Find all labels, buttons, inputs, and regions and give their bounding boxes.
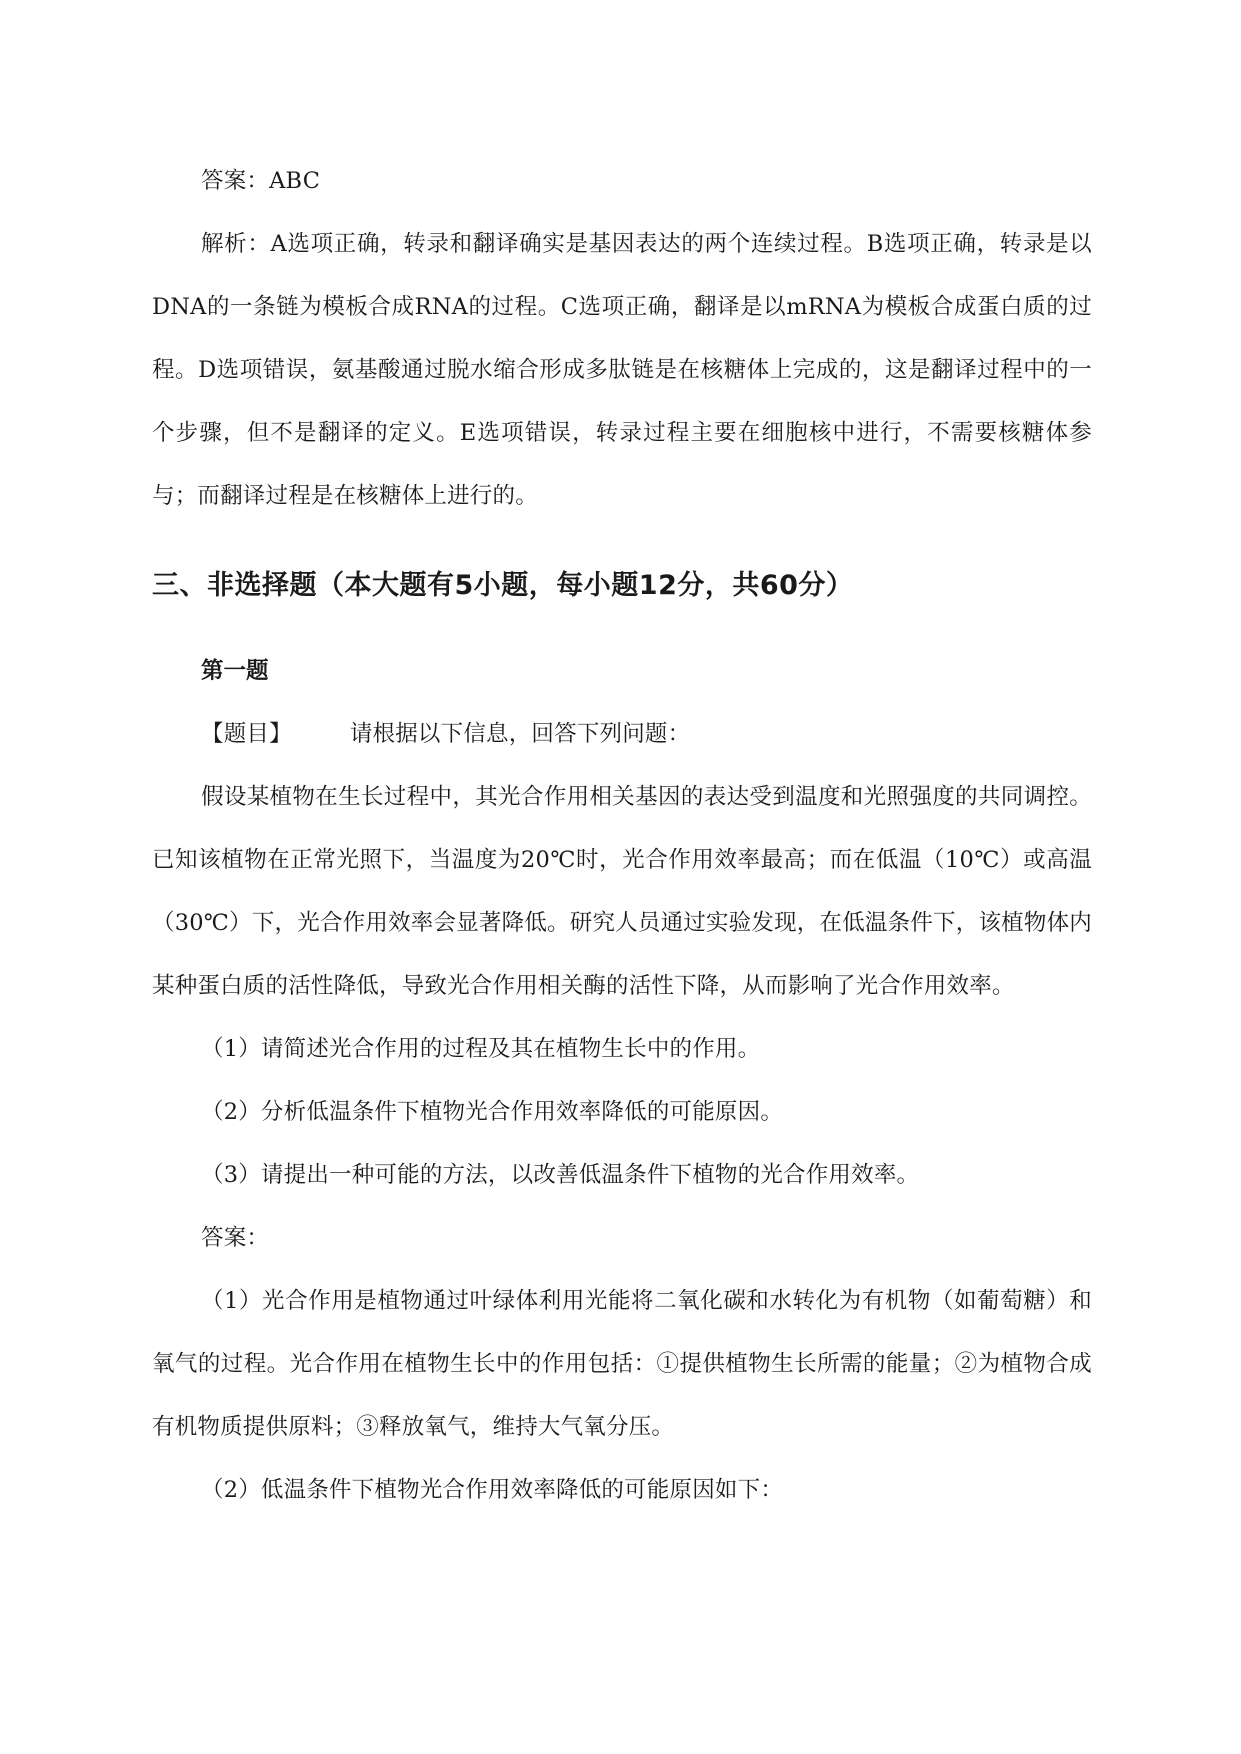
question-title: 第一题 <box>201 658 269 684</box>
answer-label: 答案： <box>201 1225 270 1251</box>
answer-1: （1）光合作用是植物通过叶绿体利用光能将二氧化碳和水转化为有机物（如葡萄糖）和氧气的过程。光合作用在植物生长中的作用包括：①提供植物生长所需的能量；②为植物合成有机物质提供原料；③释放氧气，维持大气氧分压。 <box>152 1288 1092 1440</box>
topic-label: 【题目】 <box>201 721 292 747</box>
sub-question-1: （1）请简述光合作用的过程及其在植物生长中的作用。 <box>201 1036 761 1062</box>
previous-answer: 答案：ABC <box>201 168 321 194</box>
section-heading: 三、非选择题（本大题有5小题，每小题12分，共60分） <box>152 570 854 601</box>
topic-prompt: 请根据以下信息，回答下列问题： <box>349 721 691 747</box>
answer-2: （2）低温条件下植物光合作用效率降低的可能原因如下： <box>201 1477 784 1503</box>
topic-line <box>152 703 1092 766</box>
question-passage: 假设某植物在生长过程中，其光合作用相关基因的表达受到温度和光照强度的共同调控。已知该植物在正常光照下，当温度为20℃时，光合作用效率最高；而在低温（10℃）或高温（30℃）下，光合作用效率会显著降低。研究人员通过实验发现，在低温条件下，该植物体内某种蛋白质的活性降低，导致光合作用相关酶的活性下降，从而影响了光合作用效率。 <box>152 784 1092 999</box>
sub-question-2: （2）分析低温条件下植物光合作用效率降低的可能原因。 <box>201 1099 784 1125</box>
sub-question-3: （3）请提出一种可能的方法，以改善低温条件下植物的光合作用效率。 <box>201 1162 920 1188</box>
document-page <box>152 150 1092 1522</box>
previous-analysis: 解析：A选项正确，转录和翻译确实是基因表达的两个连续过程。B选项正确，转录是以DNA的一条链为模板合成RNA的过程。C选项正确，翻译是以mRNA为模板合成蛋白质的过程。D选项错误，氨基酸通过脱水缩合形成多肽链是在核糖体上完成的，这是翻译过程中的一个步骤，但不是翻译的定义。E选项错误，转录过程主要在细胞核中进行，不需要核糖体参与；而翻译过程是在核糖体上进行的。 <box>152 231 1092 509</box>
